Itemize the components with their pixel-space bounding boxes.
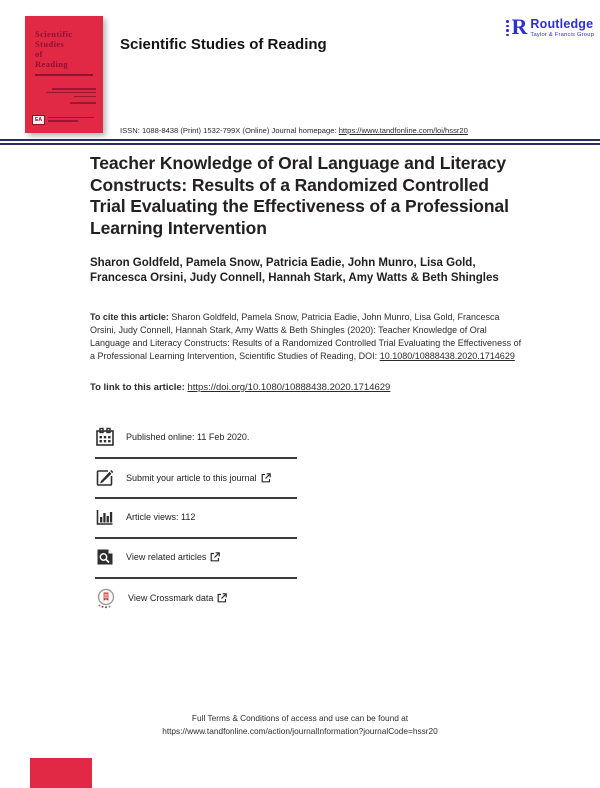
footer [0,712,600,738]
crossmark-row[interactable] [95,586,305,610]
row-divider [95,537,297,539]
journal-title: Scientific Studies of Reading [120,36,327,53]
publisher-logo [506,15,594,39]
bar-chart-icon [95,507,115,527]
cover-journal-title [25,16,103,69]
external-link-icon [210,552,220,562]
doi-link[interactable]: 10.1080/10888438.2020.1714629 [379,351,515,361]
crossmark-label: View Crossmark data [128,593,214,603]
related-articles-label: View related articles [126,552,207,562]
submit-article-icon [95,468,115,488]
submit-article-label: Submit your article to this journal [126,473,257,483]
footer-terms-text: Full Terms & Conditions of access and use can be found at [191,713,409,723]
header-divider [0,139,600,145]
cover-publisher-row [32,115,96,125]
published-online-row [95,425,305,449]
external-link-icon [261,473,271,483]
article-link-block [90,382,524,393]
citation-block [90,311,524,363]
cover-title-line: Reading [35,59,69,69]
row-divider [95,457,297,459]
routledge-spine-icon [506,15,509,36]
footer-terms-link[interactable]: https://www.tandfonline.com/action/journalInformation?journalCode=hssr20 [162,726,438,736]
calendar-icon [95,427,115,447]
cover-fine-print [44,88,96,106]
article-views-row [95,505,305,529]
routledge-r-icon: R [511,14,528,39]
related-articles-row[interactable] [95,545,305,569]
authors: Sharon Goldfeld, Pamela Snow, Patricia Eadie, John Munro, Lisa Gold, Francesca Orsini, Judy Connell, Hannah Stark, Amy Watts & Beth Shingles [90,257,499,284]
article-views-label: Article views: 112 [126,512,196,522]
link-label: To link to this article: [90,382,185,393]
cover-divider [35,74,93,76]
journal-cover-thumbnail [25,16,103,133]
article-title: Teacher Knowledge of Oral Language and Literacy Constructs: Results of a Randomized Controlled Trial Evaluating the Effectiveness of a Professional Learning Intervention [90,153,509,238]
row-divider [95,497,297,499]
crossmark-icon [95,587,117,609]
published-online-label: Published online: 11 Feb 2020. [126,432,250,442]
cover-publisher-mark-icon: EA [32,115,45,125]
cover-title-line: Scientific [35,29,73,39]
cite-label: To cite this article: [90,312,169,322]
cover-title-line: of [35,49,43,59]
related-articles-icon [95,547,115,567]
article-url-link[interactable]: https://doi.org/10.1080/10888438.2020.1714629 [187,382,391,393]
publisher-name: Routledge [530,17,594,31]
next-page-cover-sliver [30,758,92,788]
cover-title-line: Studies [35,39,65,49]
external-link-icon [217,593,227,603]
issn-line [120,126,468,135]
submit-article-row[interactable] [95,466,305,490]
cite-text: Sharon Goldfeld, Pamela Snow, Patricia Eadie, John Munro, Lisa Gold, Francesca Orsini, Judy Connell, Hannah Stark, Amy Watts & Beth Shingles (2020): Teacher Knowledge of Oral Language and Literacy Constructs: Results of a Randomized Controlled Trial Evaluating the Effectiveness of a Professional Learning Intervention, Scientific Studies of Reading, DOI: [90,312,522,361]
row-divider [95,577,297,579]
journal-homepage-link[interactable]: https://www.tandfonline.com/loi/hssr20 [338,126,468,135]
publisher-tagline: Taylor & Francis Group [530,32,595,38]
issn-text: ISSN: 1088-8438 (Print) 1532-799X (Online) Journal homepage: [120,126,337,135]
